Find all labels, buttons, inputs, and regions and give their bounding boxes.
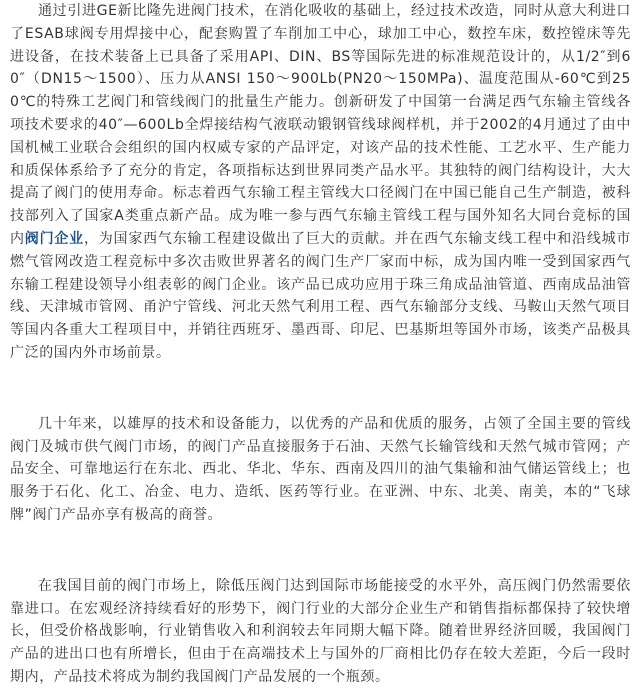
keyword-link-valve-enterprise[interactable]: 阀门企业	[24, 230, 84, 247]
paragraph-company-technology	[10, 0, 631, 365]
paragraph-industry-outlook: 在我国目前的阀门市场上，除低压阀门达到国际市场能接受的水平外，高压阀门仍然需要依靠进口。在宏观经济持续看好的形势下，阀门行业的大部分企业生产和销售指标都保持了较快增长，但受价格战影响，行业销售收入和利润较去年同期大幅下降。随着世界经济回暖，我国阀门产品的进出口也有所增长，但由于在高端技术上与国外的厂商相比仍存在较大差距，今后一段时期内，产品技术将成为制约我国阀门产品发展的一个瓶颈。	[10, 577, 631, 685]
paragraph-1-text-after-link: ，为国家西气东输工程建设做出了巨大的贡献。并在西气东输支线工程中和沿线城市燃气管网改造工程竞标中多次击败世界著名的阀门生产厂家而中标，成为国内唯一受到国家西气东输工程建设领导小组表彰的阀门企业。该产品已成功应用于珠三角成品油管道、西南成品油管线、天津城市管网、甬沪宁管线、河北天然气利用工程、西气东输部分支线、马鞍山天然气项目等国内各重大工程项目中，并销往西班牙、墨西哥、印尼、巴基斯坦等国外市场，该类产品极具广泛的国内外市场前景。	[10, 230, 631, 361]
paragraph-1-text-before-link: 通过引进GE新比隆先进阀门技术，在消化吸收的基础上，经过技术改造，同时从意大利进口了ESAB球阀专用焊接中心，配套购置了车削加工中心，球加工中心，数控车床，数控镗床等先进设备，在技术装备上已具备了采用API、DIN、BS等国际先进的标准规范设计的，从1/2″到60″（DN15～1500）、压力从ANSI 150～900Lb(PN20～150MPa)、温度范围从-60℃到250℃的特殊工艺阀门和管线阀门的批量生产能力。创新研发了中国第一台满足西气东输主管线各项技术要求的40″—600Lb全焊接结构气液联动锻钢管线球阀样机，并于2002的4月通过了由中国机械工业联合会组织的国内权威专家的产品评定，对该产品的技术性能、工艺水平、生产能力和质保体系给予了充分的肯定，各项指标达到世界同类产品水平。其独特的阀门结构设计，大大提高了阀门的使用寿命。标志着西气东输工程主管线大口径阀门在中国已能自己生产制造，被科技部列入了国家A类重点新产品。成为唯一参与西气东输主管线工程与国外知名大同台竞标的国内	[10, 3, 631, 247]
paragraph-market-history: 几十年来，以雄厚的技术和设备能力，以优秀的产品和优质的服务，占领了全国主要的管线阀门及城市供气阀门市场，的阀门产品直接服务于石油、天然气长输管线和天然气城市管网；产品安全、可靠地运行在东北、西北、华北、华东、西南及四川的油气集输和油气储运管线上；也服务于石化、化工、冶金、电力、造纸、医药等行业。在亚洲、中东、北美、南美，本的“飞球牌”阀门产品亦享有极高的商誉。	[10, 415, 631, 523]
